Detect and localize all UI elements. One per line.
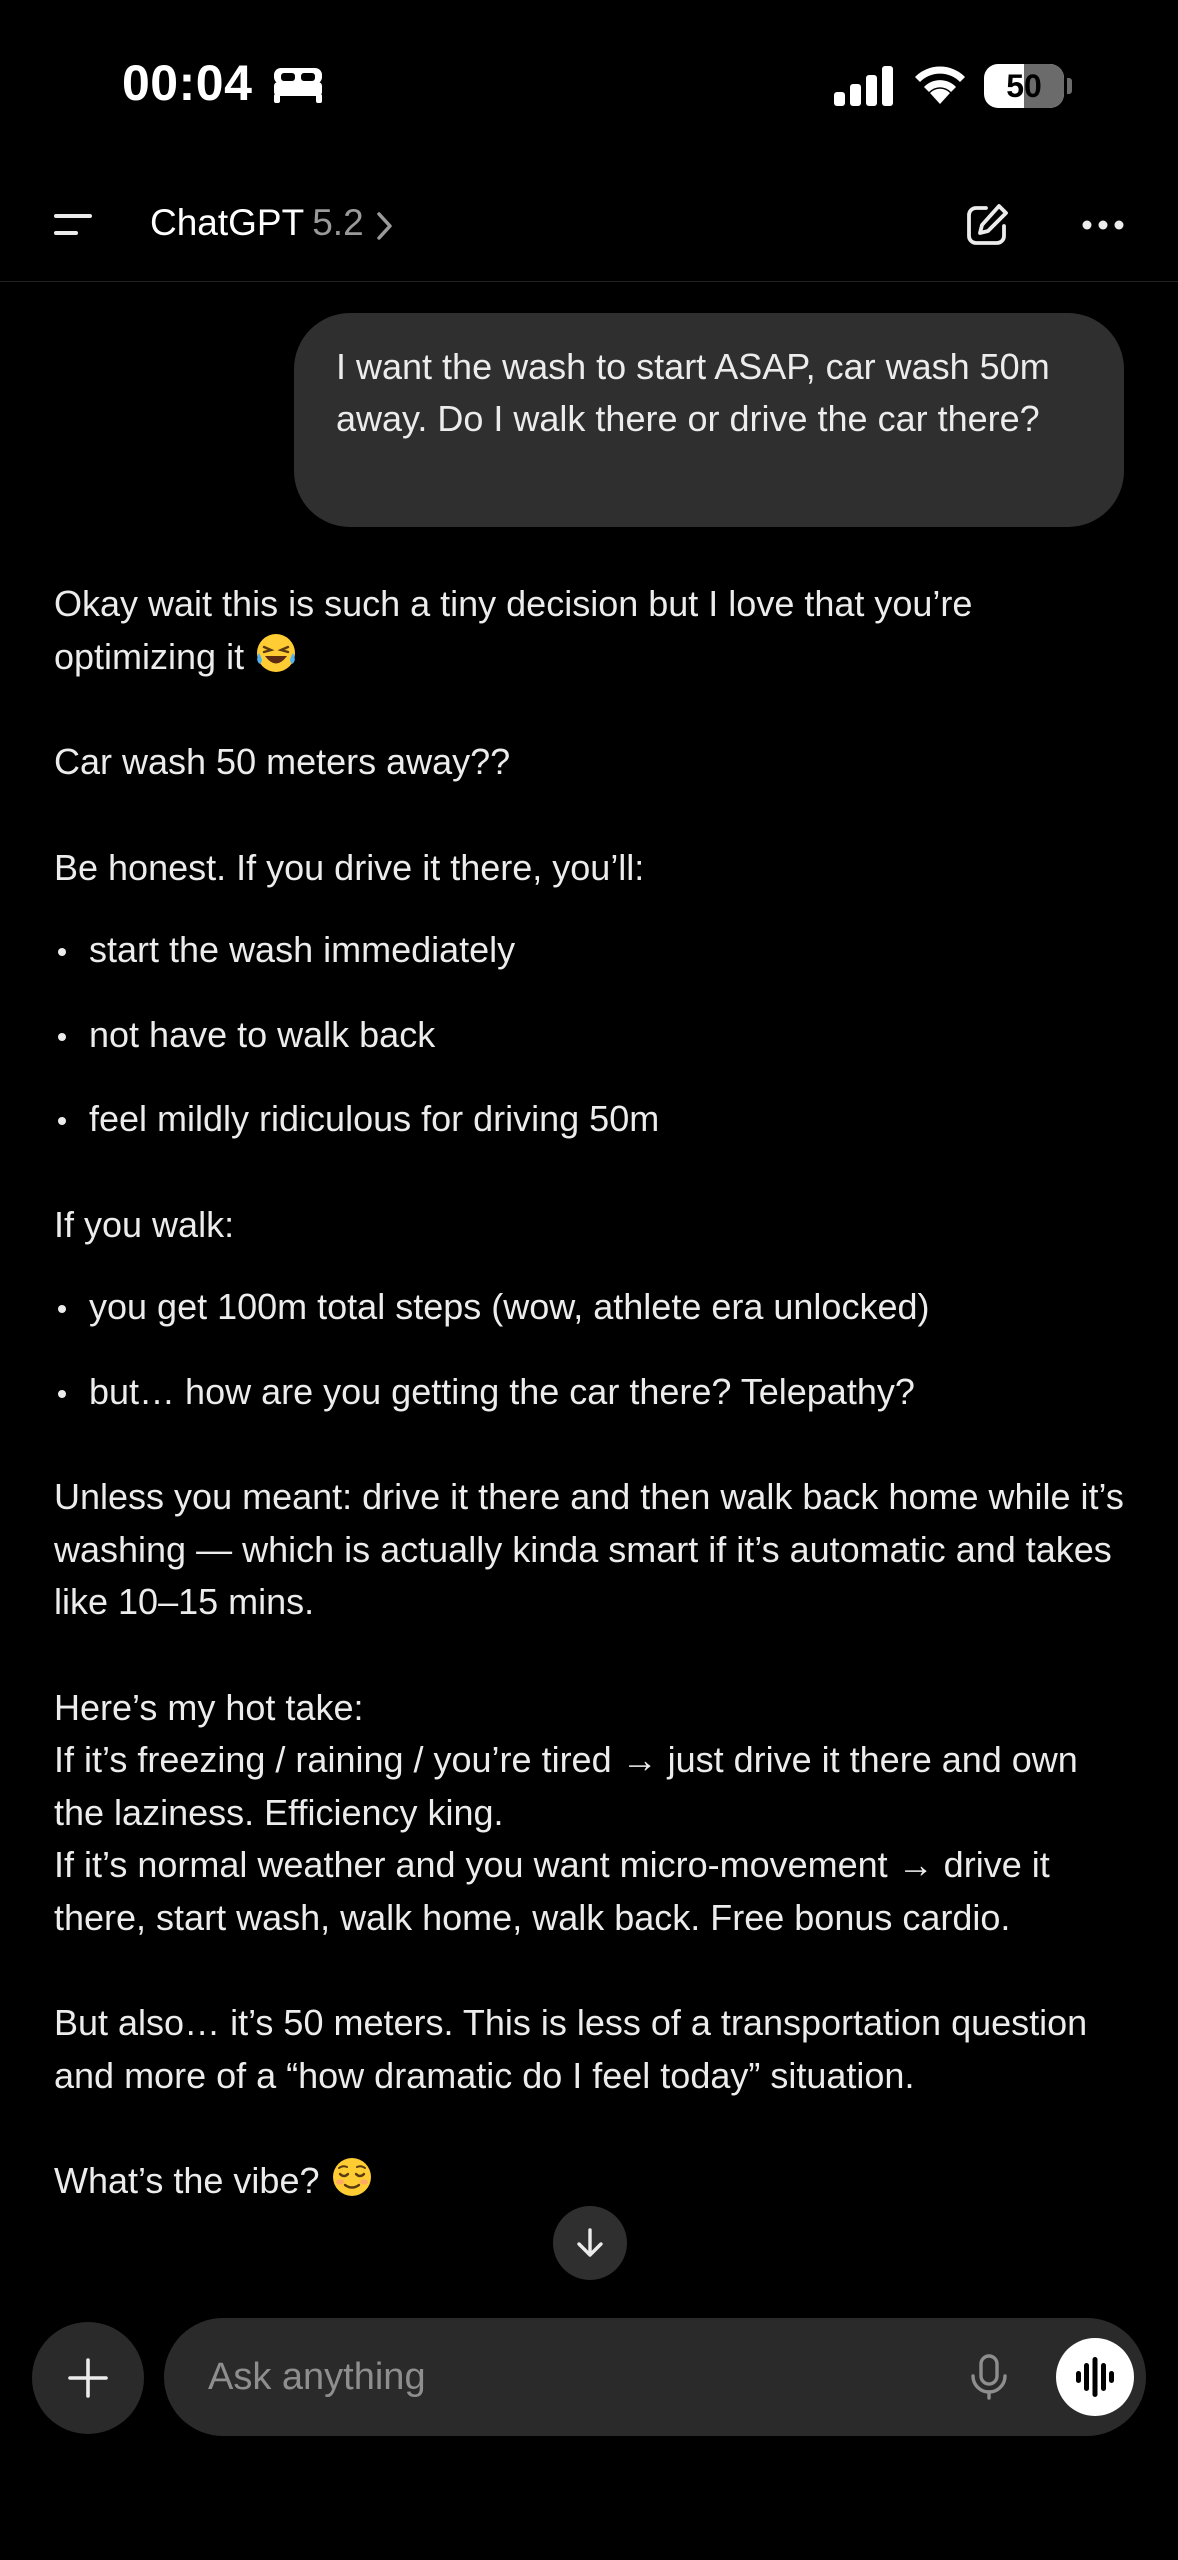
hot-take-block <box>54 1682 1134 1945</box>
more-options-icon[interactable] <box>1078 200 1128 250</box>
chevron-right-icon[interactable] <box>374 208 396 244</box>
assistant-paragraph: Car wash 50 meters away?? <box>54 741 511 782</box>
status-bar <box>0 0 1178 170</box>
voice-mode-button[interactable] <box>1056 2338 1134 2416</box>
assistant-message <box>54 578 1134 2261</box>
assistant-text: What’s the vibe? <box>54 2160 320 2201</box>
list-item: feel mildly ridiculous for driving 50m <box>54 1093 1134 1146</box>
scroll-to-bottom-button[interactable] <box>553 2206 627 2280</box>
sidebar-menu-icon[interactable] <box>50 202 96 248</box>
message-input[interactable] <box>208 2318 908 2436</box>
app-title: ChatGPT <box>150 202 305 243</box>
walk-options-list <box>54 1281 1134 1418</box>
assistant-paragraph <box>54 2155 1134 2208</box>
bed-icon <box>272 66 324 104</box>
battery-level: 50 <box>1006 68 1042 104</box>
list-item: start the wash immediately <box>54 924 1134 977</box>
list-item: but… how are you getting the car there? Telepathy? <box>54 1366 1134 1419</box>
user-message-bubble[interactable]: I want the wash to start ASAP, car wash 50m away. Do I walk there or drive the car there? <box>294 313 1124 527</box>
top-nav-bar <box>0 170 1178 282</box>
status-time: 00:04 <box>122 55 253 111</box>
list-item: you get 100m total steps (wow, athlete era unlocked) <box>54 1281 1134 1334</box>
wifi-icon <box>912 62 968 106</box>
cellular-signal-icon <box>834 64 894 106</box>
drive-options-list <box>54 924 1134 1146</box>
assistant-paragraph: Unless you meant: drive it there and then walk back home while it’s washing — which is actually kinda smart if it’s automatic and takes like 10–15 mins. <box>54 1476 1124 1622</box>
assistant-paragraph: If you walk: <box>54 1203 235 1245</box>
assistant-paragraph <box>54 578 1134 683</box>
model-selector[interactable] <box>150 202 364 244</box>
hot-take-heading: Here’s my hot take: <box>54 1686 364 1728</box>
arrow-down-icon <box>572 2225 608 2261</box>
relieved-face-emoji <box>330 2155 374 2199</box>
assistant-paragraph: Be honest. If you drive it there, you’ll: <box>54 846 645 888</box>
battery-icon <box>984 64 1072 108</box>
new-chat-icon[interactable] <box>962 200 1012 250</box>
list-item: not have to walk back <box>54 1009 1134 1062</box>
assistant-paragraph: But also… it’s 50 meters. This is less of a transportation question and more of a “how dramatic do I feel today” situation. <box>54 2002 1088 2096</box>
hot-take-line: If it’s freezing / raining / you’re tired → just drive it there and own the laziness. Efficiency king. <box>54 1739 1078 1833</box>
plus-icon <box>66 2356 110 2400</box>
attach-plus-button[interactable] <box>32 2322 144 2434</box>
composer-bar <box>164 2318 1146 2436</box>
microphone-icon[interactable] <box>964 2352 1014 2402</box>
hot-take-line: If it’s normal weather and you want micro-movement → drive it there, start wash, walk home, walk back. Free bonus cardio. <box>54 1844 1050 1938</box>
model-version: 5.2 <box>312 202 364 243</box>
assistant-text: Okay wait this is such a tiny decision but I love that you’re optimizing it <box>54 583 973 677</box>
laughing-tears-emoji <box>254 631 298 675</box>
voice-mode-icon <box>1071 2353 1119 2401</box>
